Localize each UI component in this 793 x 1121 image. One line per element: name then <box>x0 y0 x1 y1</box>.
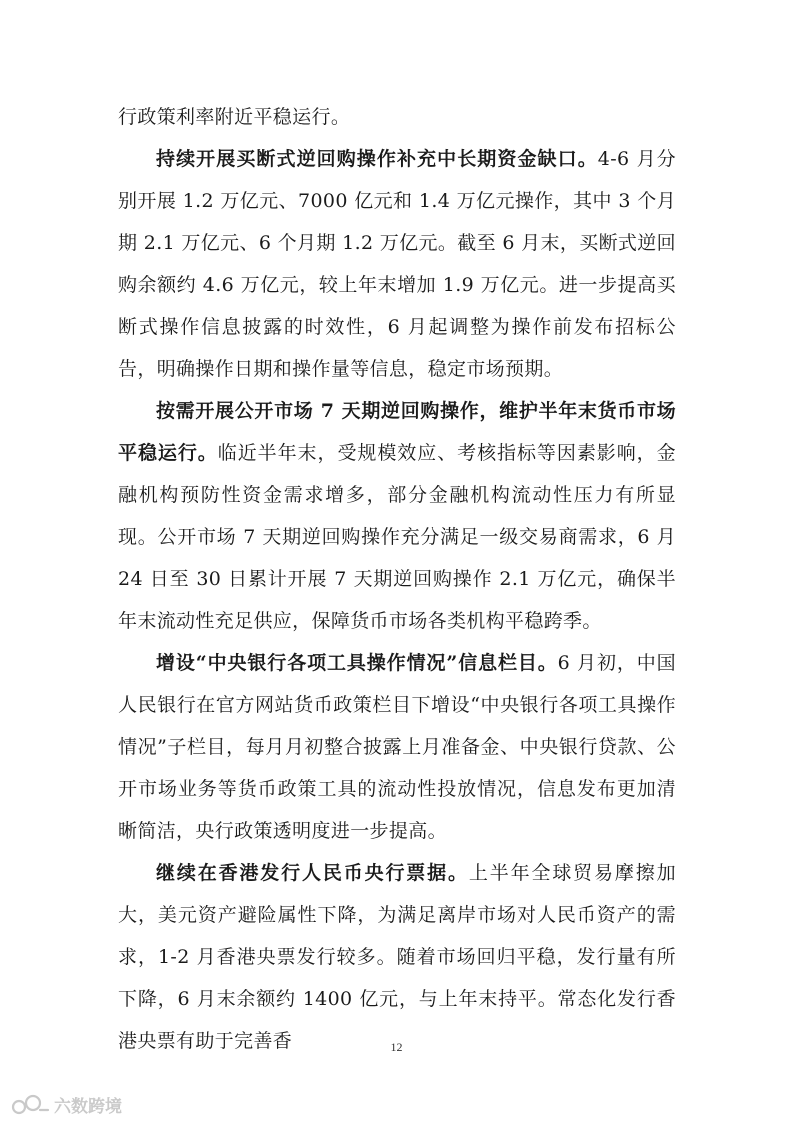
paragraph-lead: 按需开展公开市场 7 天期逆回购操作，维护半年末货币市场平稳运行。 <box>118 400 676 464</box>
paragraph-continuation <box>118 96 676 138</box>
paragraph-text: 行政策利率附近平稳运行。 <box>118 106 351 128</box>
document-body <box>118 96 676 1062</box>
watermark <box>10 1092 122 1117</box>
logo-icon <box>10 1094 50 1116</box>
paragraph-7day-reverse-repo <box>118 390 676 642</box>
paragraph-lead: 继续在香港发行人民币央行票据。 <box>156 862 469 884</box>
paragraph-hk-central-bank-bills <box>118 852 676 1062</box>
paragraph-text: 上半年全球贸易摩擦加大，美元资产避险属性下降，为满足离岸市场对人民币资产的需求，1-2 月香港央票发行较多。随着市场回归平稳，发行量有所下降，6 月末余额约 1400 亿元，与上年末持平。常态化发行香港央票有助于完善香 <box>118 862 676 1052</box>
paragraph-text: 临近半年末，受规模效应、考核指标等因素影响，金融机构预防性资金需求增多，部分金融机构流动性压力有所显现。公开市场 7 天期逆回购操作充分满足一级交易商需求，6 月 24 日至 30 日累计开展 7 天期逆回购操作 2.1 万亿元，确保半年末流动性充足供应，保障货币市场各类机构平稳跨季。 <box>118 442 676 632</box>
paragraph-text: 6 月初，中国人民银行在官方网站货币政策栏目下增设“中央银行各项工具操作情况”子栏目，每月月初整合披露上月准备金、中央银行贷款、公开市场业务等货币政策工具的流动性投放情况，信息发布更加清晰简洁，央行政策透明度进一步提高。 <box>118 652 676 842</box>
paragraph-buyout-reverse-repo <box>118 138 676 390</box>
paragraph-lead: 增设“中央银行各项工具操作情况”信息栏目。 <box>156 652 558 674</box>
paragraph-lead: 持续开展买断式逆回购操作补充中长期资金缺口。 <box>156 148 598 170</box>
page-number: 12 <box>390 1040 403 1054</box>
paragraph-text: 4-6 月分别开展 1.2 万亿元、7000 亿元和 1.4 万亿元操作，其中 3 个月期 2.1 万亿元、6 个月期 1.2 万亿元。截至 6 月末，买断式逆回购余额约 4.6 万亿元，较上年末增加 1.9 万亿元。进一步提高买断式操作信息披露的时效性，6 月起调整为操作前发布招标公告，明确操作日期和操作量等信息，稳定市场预期。 <box>118 148 676 380</box>
paragraph-info-column <box>118 642 676 852</box>
watermark-text: 六数跨境 <box>54 1097 122 1117</box>
